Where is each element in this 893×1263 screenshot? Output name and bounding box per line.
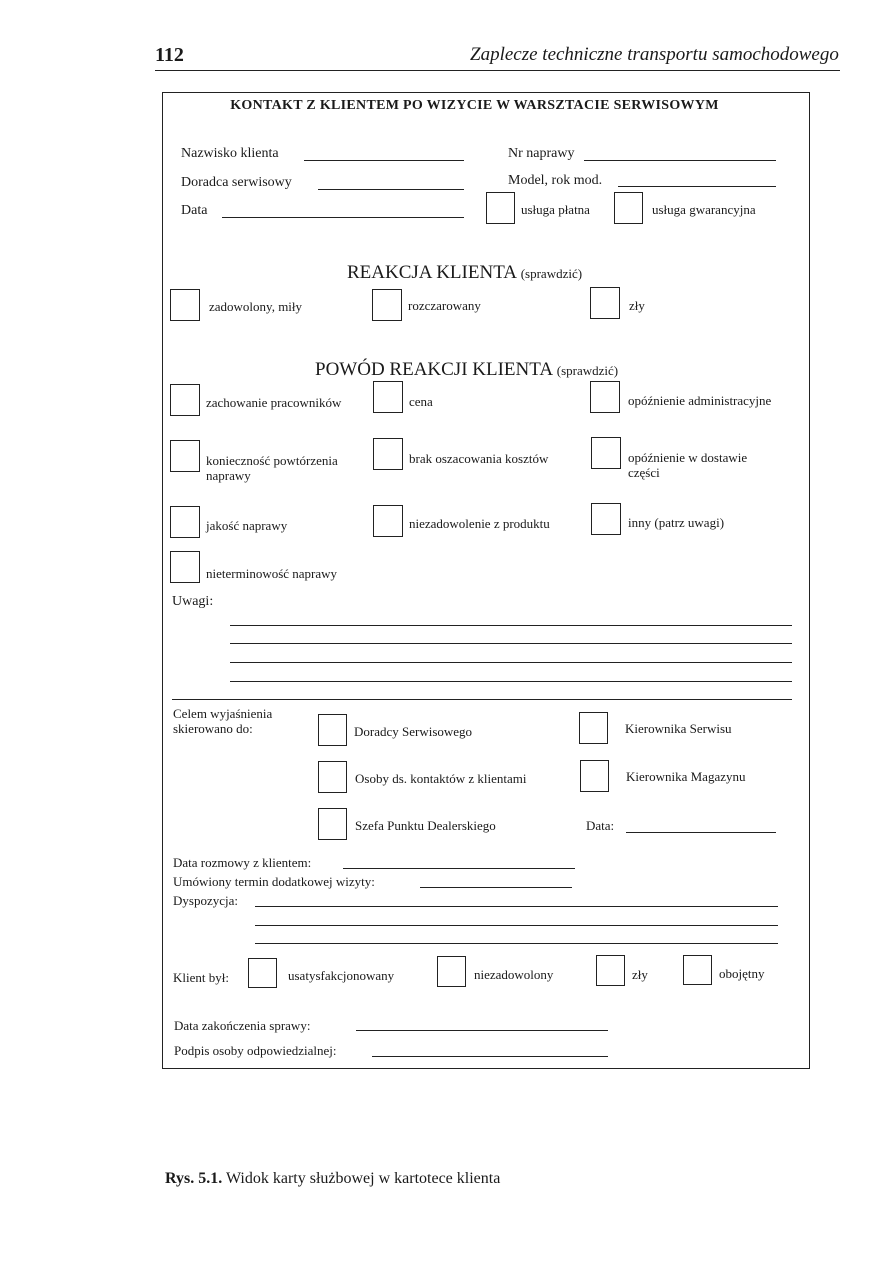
paid-service-checkbox[interactable] <box>486 192 515 224</box>
warranty-service-checkbox[interactable] <box>614 192 643 224</box>
figure-caption <box>165 1170 500 1188</box>
reason-checkbox-other[interactable] <box>591 503 621 535</box>
signature-label: Podpis osoby odpowiedzialnej: <box>174 1043 337 1058</box>
disposition-line-1[interactable] <box>255 906 778 907</box>
remarks-line-3[interactable] <box>230 662 792 663</box>
reason-label-parts-delay-line2: części <box>628 465 660 480</box>
extra-visit-label: Umówiony termin dodatkowej wizyty: <box>173 874 375 889</box>
reason-section-title <box>315 359 618 381</box>
disposition-line-2[interactable] <box>255 925 778 926</box>
client-name-line[interactable] <box>304 160 464 161</box>
reason-label-admin-delay: opóźnienie administracyjne <box>628 393 772 408</box>
outcome-label-satisfied: usatysfakcjonowany <box>288 968 395 983</box>
reason-checkbox-price[interactable] <box>373 381 403 413</box>
referral-label-service-manager: Kierownika Serwisu <box>625 721 732 736</box>
referral-checkbox-dealer-head[interactable] <box>318 808 347 840</box>
conversation-date-line[interactable] <box>343 868 575 869</box>
remarks-line-4[interactable] <box>230 681 792 682</box>
remarks-line-1[interactable] <box>230 625 792 626</box>
paid-service-label: usługa płatna <box>521 202 590 217</box>
warranty-service-label: usługa gwarancyjna <box>652 202 756 217</box>
referral-checkbox-customer-contact[interactable] <box>318 761 347 793</box>
closing-date-label: Data zakończenia sprawy: <box>174 1018 311 1033</box>
form-title: KONTAKT Z KLIENTEM PO WIZYCIE W WARSZTACIE SERWISOWYM <box>230 98 719 113</box>
reaction-hint: (sprawdzić) <box>520 266 583 281</box>
reason-label-other: inny (patrz uwagi) <box>628 515 725 530</box>
date-line[interactable] <box>222 217 464 218</box>
client-name-label: Nazwisko klienta <box>181 146 279 161</box>
referral-date-line[interactable] <box>626 832 776 833</box>
advisor-line[interactable] <box>318 189 464 190</box>
repair-number-label: Nr naprawy <box>508 146 575 161</box>
reason-label-parts-delay-line1: opóźnienie w dostawie <box>628 450 748 465</box>
reason-label-staff: zachowanie pracowników <box>206 395 342 410</box>
reaction-title-text: REAKCJA KLIENTA <box>347 262 516 283</box>
date-label: Data <box>181 203 208 218</box>
conversation-date-label: Data rozmowy z klientem: <box>173 855 312 870</box>
reason-hint: (sprawdzić) <box>556 363 619 378</box>
header-rule <box>155 70 840 71</box>
reason-label-untimely: nieterminowość naprawy <box>206 566 338 581</box>
referral-date-label: Data: <box>586 818 615 833</box>
reason-label-no-estimate: brak oszacowania kosztów <box>409 451 549 466</box>
running-title: Zaplecze techniczne transportu samochodowego <box>470 44 839 65</box>
caption-label: Rys. 5.1. <box>165 1170 223 1187</box>
reason-checkbox-untimely[interactable] <box>170 551 200 583</box>
referral-label-dealer-head: Szefa Punktu Dealerskiego <box>355 818 496 833</box>
outcome-checkbox-angry[interactable] <box>596 955 625 986</box>
reaction-checkbox-angry[interactable] <box>590 287 620 319</box>
reason-label-price: cena <box>409 394 433 409</box>
reason-checkbox-repeat[interactable] <box>170 440 200 472</box>
reaction-label-satisfied: zadowolony, miły <box>209 299 303 314</box>
reaction-checkbox-disappointed[interactable] <box>372 289 402 321</box>
remarks-label: Uwagi: <box>172 594 214 609</box>
reaction-checkbox-satisfied[interactable] <box>170 289 200 321</box>
reason-label-product: niezadowolenie z produktu <box>409 516 550 531</box>
referral-label-service-advisor: Doradcy Serwisowego <box>354 724 473 739</box>
reason-checkbox-product[interactable] <box>373 505 403 537</box>
referral-checkbox-service-manager[interactable] <box>579 712 608 744</box>
disposition-label: Dyspozycja: <box>173 893 238 908</box>
advisor-label: Doradca serwisowy <box>181 175 292 190</box>
referral-label-warehouse-manager: Kierownika Magazynu <box>626 769 746 784</box>
repair-number-line[interactable] <box>584 160 776 161</box>
reason-label-repeat <box>206 453 338 483</box>
referral-label <box>173 706 272 736</box>
referral-checkbox-service-advisor[interactable] <box>318 714 347 746</box>
reason-checkbox-quality[interactable] <box>170 506 200 538</box>
reason-checkbox-staff[interactable] <box>170 384 200 416</box>
page-number: 112 <box>155 44 184 66</box>
reason-label-quality: jakość naprawy <box>206 518 288 533</box>
outcome-checkbox-satisfied[interactable] <box>248 958 277 988</box>
remarks-line-2[interactable] <box>230 643 792 644</box>
remarks-line-5[interactable] <box>172 699 792 700</box>
reason-checkbox-admin-delay[interactable] <box>590 381 620 413</box>
outcome-label-dissatisfied: niezadowolony <box>474 967 554 982</box>
outcome-label: Klient był: <box>173 970 229 985</box>
reaction-label-angry: zły <box>629 298 645 313</box>
referral-label-line1: Celem wyjaśnienia <box>173 706 273 721</box>
model-year-label: Model, rok mod. <box>508 173 603 188</box>
reason-checkbox-parts-delay[interactable] <box>591 437 621 469</box>
reason-label-parts-delay <box>628 450 747 480</box>
outcome-checkbox-dissatisfied[interactable] <box>437 956 466 987</box>
outcome-label-indifferent: obojętny <box>719 966 765 981</box>
reason-checkbox-no-estimate[interactable] <box>373 438 403 470</box>
reason-label-repeat-line1: konieczność powtórzenia <box>206 453 338 468</box>
caption-text: Widok karty służbowej w kartotece klienta <box>225 1170 501 1187</box>
reason-label-repeat-line2: naprawy <box>206 468 251 483</box>
signature-line[interactable] <box>372 1056 608 1057</box>
reason-title-text: POWÓD REAKCJI KLIENTA <box>315 359 553 380</box>
reaction-label-disappointed: rozczarowany <box>408 298 481 313</box>
outcome-checkbox-indifferent[interactable] <box>683 955 712 985</box>
referral-label-line2: skierowano do: <box>173 721 253 736</box>
extra-visit-line[interactable] <box>420 887 572 888</box>
disposition-line-3[interactable] <box>255 943 778 944</box>
outcome-label-angry: zły <box>632 967 648 982</box>
referral-label-customer-contact: Osoby ds. kontaktów z klientami <box>355 771 527 786</box>
model-year-line[interactable] <box>618 186 776 187</box>
closing-date-line[interactable] <box>356 1030 608 1031</box>
referral-checkbox-warehouse-manager[interactable] <box>580 760 609 792</box>
reaction-section-title <box>347 262 582 284</box>
